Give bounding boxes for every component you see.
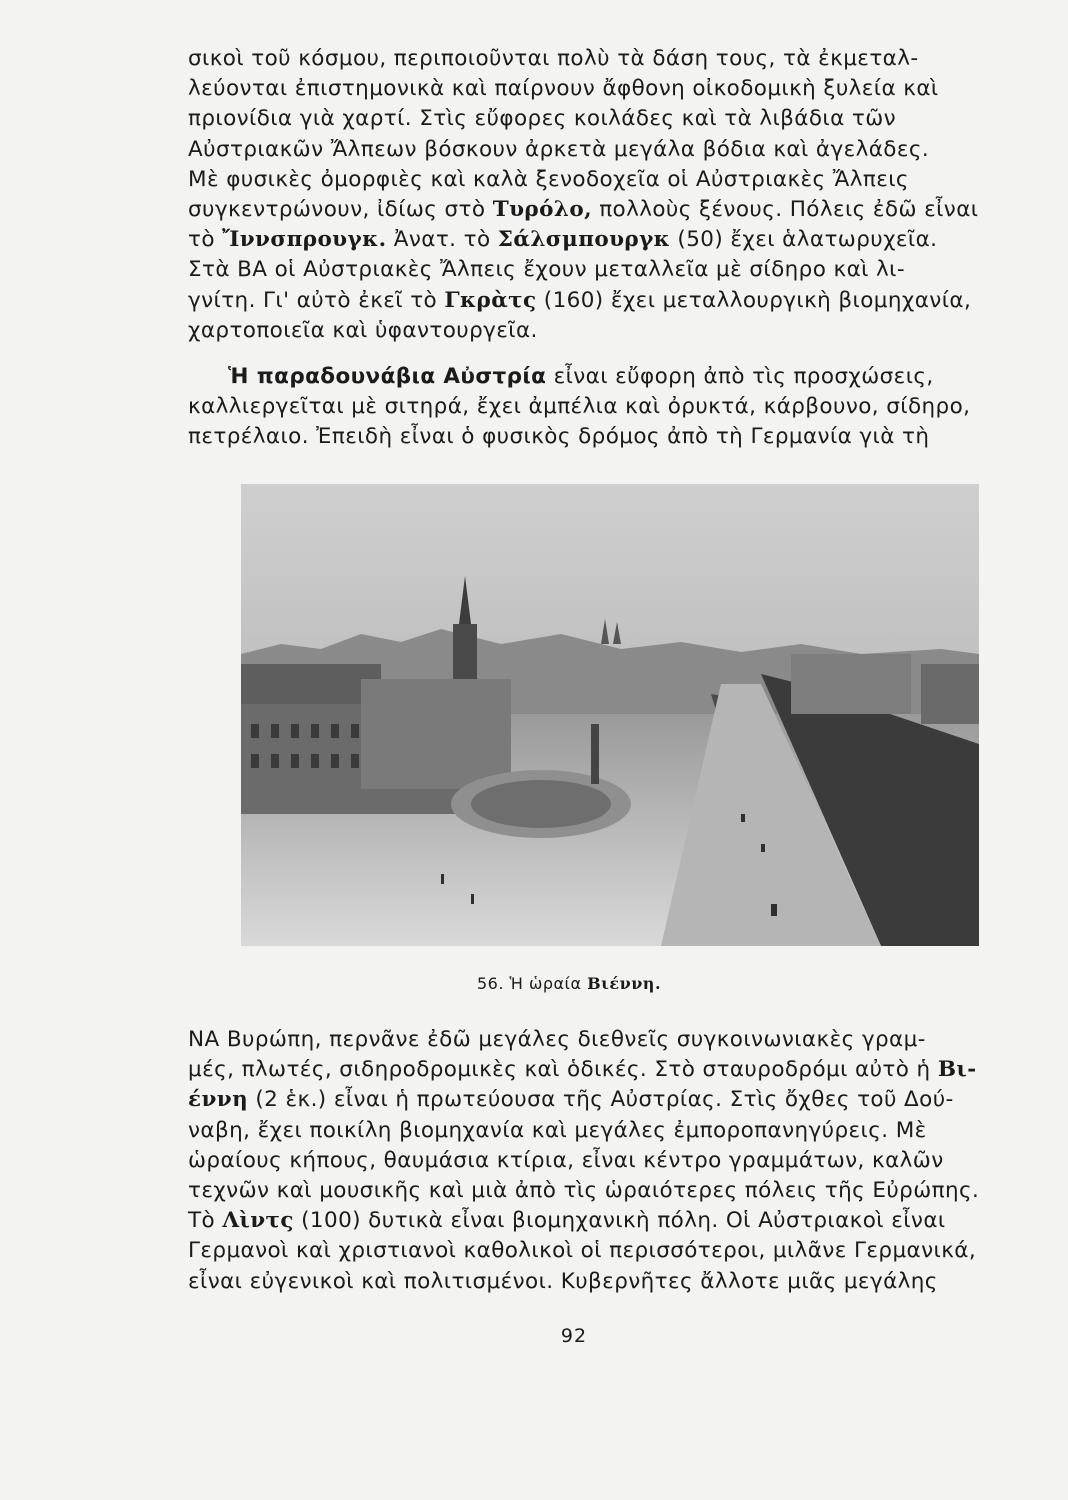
text-line: τὸ Ἴννσπρουγκ. Ἀνατ. τὸ Σάλσμπουργκ (50) ἔχει ἁλατωρυχεῖα.: [188, 227, 938, 253]
text-line: Μὲ φυσικὲς ὀμορφιὲς καὶ καλὰ ξενοδοχεῖα οἱ Αὐστριακὲς Ἄλπεις: [188, 166, 909, 192]
section-heading: Ἡ παραδουνάβια Αὐστρία: [228, 364, 547, 389]
paragraph-danubian-austria: [188, 362, 988, 453]
text-line: ναβη, ἔχει ποικίλη βιομηχανία καὶ μεγάλες ἐμποροπανηγύρεις. Μὲ: [188, 1117, 927, 1143]
place-innsbruck: Ἴννσπρουγκ.: [222, 227, 387, 253]
text-line: μές, πλωτές, σιδηροδρομικὲς καὶ ὁδικές. Στὸ σταυροδρόμι αὐτὸ ἡ Βι-: [188, 1057, 977, 1083]
place-graz: Γκρὰτς: [444, 287, 537, 313]
text-line: χαρτοποιεῖα καὶ ὑφαντουργεῖα.: [188, 317, 538, 343]
page-number: 92: [560, 1325, 588, 1347]
place-vienna: Βι-: [937, 1057, 977, 1083]
text-line: ΝΑ Βυρώπη, περνᾶνε ἐδῶ μεγάλες διεθνεῖς συγκοινωνιακὲς γραμ-: [188, 1027, 926, 1052]
text-line: Στὰ ΒΑ οἱ Αὐστριακὲς Ἄλπεις ἔχουν μεταλλεῖα μὲ σίδηρο καὶ λι-: [188, 257, 906, 283]
vienna-city-view-illustration: [241, 484, 979, 946]
text-line: Γερμανοὶ καὶ χριστιανοὶ καθολικοὶ οἱ περισσότεροι, μιλᾶνε Γερμανικά,: [188, 1238, 977, 1264]
text-line: συγκεντρώνουν, ἰδίως στὸ Τυρόλο, πολλοὺς ξένους. Πόλεις ἐδῶ εἶναι: [188, 197, 979, 223]
text-line: Ἡ παραδουνάβια Αὐστρία εἶναι εὔφορη ἀπὸ τὶς προσχώσεις,: [228, 364, 934, 389]
vienna-photograph: [241, 484, 979, 946]
paragraph-vienna: [188, 1025, 988, 1297]
place-salzburg: Σάλσμπουργκ: [497, 227, 671, 253]
place-tyrol: Τυρόλο,: [492, 197, 592, 223]
text-line: καλλιεργεῖται μὲ σιτηρά, ἔχει ἀμπέλια καὶ ὀρυκτά, κάρβουνο, σίδηρο,: [188, 394, 971, 420]
place-linz: Λὶντς: [222, 1208, 294, 1234]
text-line: γνίτη. Γι' αὐτὸ ἐκεῖ τὸ Γκρὰτς (160) ἔχει μεταλλουργικὴ βιομηχανία,: [188, 287, 972, 313]
figure-caption: 56. Ἡ ὡραία Βιέννη.: [476, 974, 662, 993]
text-line: Τὸ Λὶντς (100) δυτικὰ εἶναι βιομηχανικὴ πόλη. Οἱ Αὐστριακοὶ εἶναι: [188, 1208, 946, 1234]
place-vienna-cont: έννη: [188, 1087, 249, 1113]
text-line: σικοὶ τοῦ κόσμου, περιποιοῦνται πολὺ τὰ δάση τους, τὰ ἐκμεταλ-: [188, 46, 919, 71]
paragraph-alpine-austria: [188, 44, 988, 346]
text-line: τεχνῶν καὶ μουσικῆς καὶ μιὰ ἀπὸ τὶς ὡραιότερες πόλεις τῆς Εὐρώπης.: [188, 1178, 980, 1204]
text-line: πριονίδια γιὰ χαρτί. Στὶς εὔφορες κοιλάδες καὶ τὰ λιβάδια τῶν: [188, 106, 897, 132]
text-line: ὡραίους κήπους, θαυμάσια κτίρια, εἶναι κέντρο γραμμάτων, καλῶν: [188, 1147, 944, 1173]
text-line: έννη (2 ἑκ.) εἶναι ἡ πρωτεύουσα τῆς Αὐστρίας. Στὶς ὄχθες τοῦ Δού-: [188, 1087, 954, 1113]
text-line: λεύονται ἐπιστημονικὰ καὶ παίρνουν ἄφθονη οἰκοδομικὴ ξυλεία καὶ: [188, 76, 939, 102]
caption-vienna: Βιέννη.: [587, 974, 662, 993]
text-line: εἶναι εὐγενικοὶ καὶ πολιτισμένοι. Κυβερνῆτες ἄλλοτε μιᾶς μεγάλης: [188, 1268, 938, 1294]
text-line: Αὐστριακῶν Ἄλπεων βόσκουν ἀρκετὰ μεγάλα βόδια καὶ ἀγελάδες.: [188, 136, 930, 162]
text-line: πετρέλαιο. Ἐπειδὴ εἶναι ὁ φυσικὸς δρόμος ἀπὸ τὴ Γερμανία γιὰ τὴ: [188, 424, 930, 450]
